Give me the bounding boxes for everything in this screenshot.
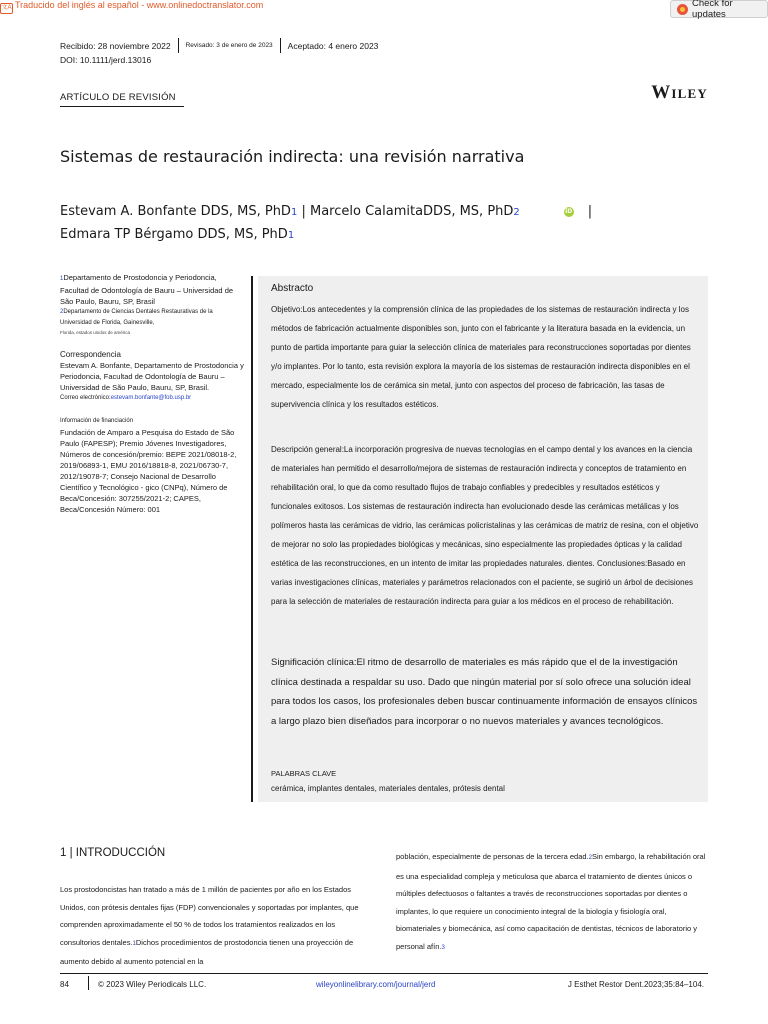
affiliation-marker[interactable]: 1 xyxy=(287,230,295,241)
wiley-logo: Wiley xyxy=(651,82,708,103)
reference-link[interactable]: 1 xyxy=(132,940,136,947)
translator-banner-text: Traducido del inglés al español - www.onlinedoctranslator.com xyxy=(15,0,264,10)
citation: J Esthet Restor Dent.2023;35:84–104. xyxy=(567,980,704,989)
footer-rule xyxy=(60,973,708,974)
intro-heading: 1 | INTRODUCCIÓN xyxy=(60,847,166,859)
affiliation-1: 1Departamento de Prostodoncia y Periodoncia, Facultad de Odontología de Bauru – Universidad de São Paulo, Bauru, SP, Brasil xyxy=(60,273,234,306)
affiliation-2: 2Departamento de Ciencias Dentales Restaurativas de la Universidad de Florida, Gainesville, xyxy=(60,309,213,326)
translator-banner[interactable] xyxy=(0,0,263,14)
check-for-updates-button[interactable] xyxy=(670,0,768,18)
crossmark-icon xyxy=(677,4,688,15)
correspondence-label: Correspondencia xyxy=(60,350,121,359)
funding-label: Información de financiación xyxy=(60,418,134,424)
correspondence-email: Correo electrónico:estevam.bonfante@fob.usp.br xyxy=(60,395,192,401)
journal-url-link[interactable]: wileyonlinelibrary.com/journal/jerd xyxy=(316,980,436,989)
intro-right-column: población, especialmente de personas de la tercera edad.2Sin embargo, la rehabilitación oral es una especialidad compleja y meticulosa que abarca el tratamiento de dientes únicos o múltiples defectuosos o faltantes a través de reconstrucciones soportadas por dientes o implantes, lo que requiere un conocimiento integral de la biología y fisiología oral, biomateriales y biomecánica, así como capacitación de dentistas, técnicos de laboratorio y personal afín.3 xyxy=(396,852,706,951)
article-type-underline xyxy=(60,106,184,107)
translate-icon: 文A xyxy=(0,3,13,14)
abstract-overview: Descripción general:La incorporación progresiva de nuevas tecnologías en el campo dental y los avances en la ciencia de materiales han permitido el desarrollo/mejora de sistemas de restauración indirecta y conceptos de tratamiento en rehabilitación oral, lo que da como resultado flujos de trabajo confiables y predecibles y resultados estéticos y funcionales exitosos. Los sistemas de restauración indirecta han evolucionado desde las cerámicas metálicas y los polímeros hasta las cerámicas de vidrio, las cerámicas policristalinas y las cerámicas de matriz de resina, con el objetivo de mejorar no solo las propiedades biológicas y mecánicas, sino especialmente las propiedades ópticas y la calidad estética de las reconstrucciones, en un intento de imitar las propiedades naturales. dientes. Conclusiones:Basado en varias investigaciones clínicas, materiales y parámetros relacionados con el paciente, se sugirió un árbol de decisiones para la selección de materiales de restauración indirecta para guiar a los médicos en el proceso de rehabilitación. xyxy=(271,445,699,606)
reference-link[interactable]: 3 xyxy=(441,944,445,951)
page-number: 84 xyxy=(60,980,69,989)
abstract-title: Abstracto xyxy=(271,283,314,294)
accepted-date: Aceptado: 4 enero 2023 xyxy=(287,40,379,51)
article-type: ARTÍCULO DE REVISIÓN xyxy=(60,92,176,103)
funding-text: Fundación de Amparo a Pesquisa do Estado de São Paulo (FAPESP); Premio Jóvenes Investigadores, Números de concesión/premio: BEPE 2021/08018-2, 2019/06893-1, EMU 2016/18818-8, 2021/06730-7, 2012/19078-7; Consejo Nacional de Desarrollo Científico y Tecnológico - gico (CNPq), Número de Beca/Concesión: 307255/2021-2; CAPES, Beca/Concesión Número: 001 xyxy=(60,428,237,514)
copyright: © 2023 Wiley Periodicals LLC. xyxy=(98,980,207,989)
author-separator: | xyxy=(301,204,306,219)
article-sidebar xyxy=(60,272,246,515)
affiliation-2-country: Florida, estados unidos de américa xyxy=(60,330,131,335)
correspondence-text: Estevam A. Bonfante, Departamento de Prostodoncia y Periodoncia, Facultad de Odontología de Bauru – Universidad de São Paulo, Bauru, SP, Brasil. xyxy=(60,361,244,392)
author-name[interactable]: Edmara TP Bérgamo DDS, MS, PhD xyxy=(60,227,288,242)
doi: DOI: 10.1111/jerd.13016 xyxy=(60,55,152,65)
footer-divider xyxy=(88,976,89,990)
author-list xyxy=(60,201,660,247)
revised-date: Revisado: 3 de enero de 2023 xyxy=(185,42,273,49)
divider xyxy=(178,38,179,53)
author-name[interactable]: Estevam A. Bonfante DDS, MS, PhD xyxy=(60,204,291,219)
abstract-rule xyxy=(251,276,253,802)
publication-dates xyxy=(60,38,378,53)
email-link[interactable]: estevam.bonfante@fob.usp.br xyxy=(110,395,192,401)
orcid-icon[interactable]: iD xyxy=(565,208,573,215)
article-title: Sistemas de restauración indirecta: una revisión narrativa xyxy=(60,147,525,166)
received-date: Recibido: 28 noviembre 2022 xyxy=(60,40,171,51)
keywords: cerámica, implantes dentales, materiales dentales, prótesis dental xyxy=(271,784,505,793)
check-for-updates-label: Check for updates xyxy=(692,0,733,20)
affiliation-marker[interactable]: 1 xyxy=(290,207,298,218)
author-name[interactable]: Marcelo CalamitaDDS, MS, PhD xyxy=(310,204,514,219)
divider xyxy=(280,38,281,53)
reference-link[interactable]: 2 xyxy=(588,855,592,861)
affiliation-marker[interactable]: 2 xyxy=(513,207,520,218)
abstract-objective: Objetivo:Los antecedentes y la comprensión clínica de las propiedades de los sistemas de restauración indirecta y los métodos de fabricación actualmente disponibles son, junto con el fabricante y la literatura basada en la evidencia, un punto de partida importante para guiar la selección clínica de materiales para reconstrucciones soportadas por dientes y/o implantes. Por lo tanto, esta revisión explora la mayoría de los sistemas de restauración indirecta disponibles en el mercado, especialmente los de cerámica sin metal, junto con aspectos del proceso de fabricación, las tasas de supervivencia clínica y los resultados estéticos. xyxy=(271,305,691,409)
intro-left-column: Los prostodoncistas han tratado a más de 1 millón de pacientes por año en los Estados Unidos, con prótesis dentales fijas (FDP) convencionales y soportadas por implantes, que comprenden aproximadamente el 50 % de todos los tratamientos realizados en los consultorios dentales.1Dichos procedimientos de prostodoncia tienen una proyección de aumento debido al aumento potencial en la xyxy=(60,885,359,966)
author-separator: | xyxy=(587,204,593,219)
abstract-significance: Significación clínica:El ritmo de desarrollo de materiales es más rápido que el de la investigación clínica destinada a respaldar su uso. Dado que ningún material por sí solo ofrece una solución ideal para todos los casos, los profesionales deben buscar continuamente información de ensayos clínicos a largo plazo bien diseñados para incorporar o no nuevos materiales y avances tecnológicos. xyxy=(271,657,698,727)
keywords-label: PALABRAS CLAVE xyxy=(271,769,337,778)
